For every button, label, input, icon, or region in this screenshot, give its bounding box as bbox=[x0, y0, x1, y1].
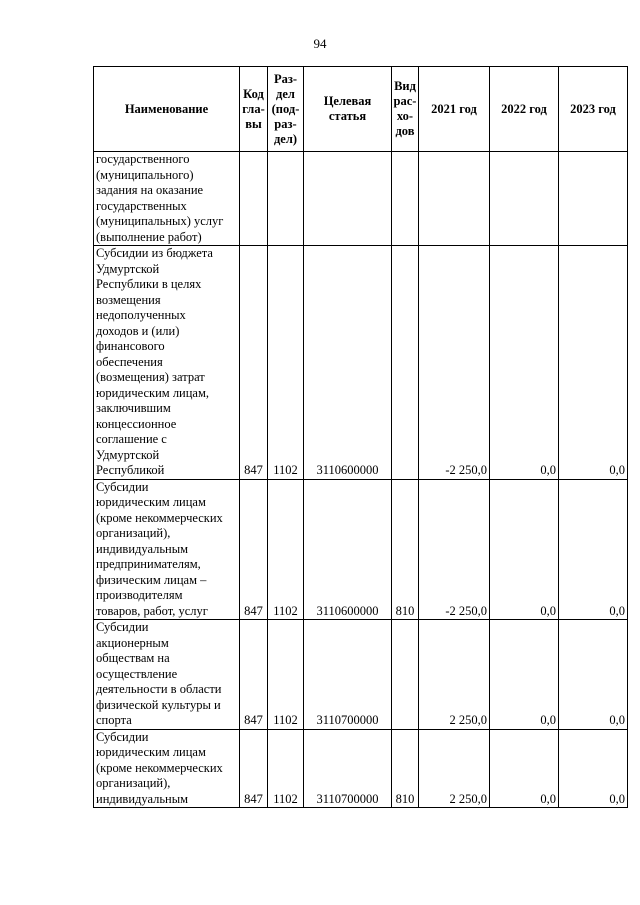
row-target bbox=[304, 152, 392, 246]
row-2021: 2 250,0 bbox=[419, 620, 490, 730]
row-name-line: (муниципальных) услуг bbox=[96, 214, 224, 228]
row-name-line: государственного bbox=[96, 152, 190, 166]
row-name-line: юридическим лицам bbox=[96, 495, 206, 509]
row-section: 1102 bbox=[268, 729, 304, 808]
row-name-line: индивидуальным bbox=[96, 541, 189, 556]
row-2023: 0,0 bbox=[559, 729, 628, 808]
row-name-line: акционерным bbox=[96, 635, 169, 650]
row-2022: 0,0 bbox=[490, 620, 559, 730]
header-2022: 2022 год bbox=[490, 67, 559, 152]
row-name-line: Республики в целях bbox=[96, 277, 202, 291]
row-name-line: деятельности в области bbox=[96, 682, 222, 696]
row-name-line: физическим лицам – bbox=[96, 572, 207, 587]
row-code: 847 bbox=[240, 729, 268, 808]
row-target: 3110600000 bbox=[304, 479, 392, 620]
row-name-line: (выполнение работ) bbox=[96, 229, 202, 244]
row-name-line: производителям bbox=[96, 588, 183, 602]
row-section bbox=[268, 152, 304, 246]
row-name-line: Субсидии bbox=[96, 620, 149, 634]
row-name-line: обеспечения bbox=[96, 354, 163, 369]
row-name-line: Субсидии bbox=[96, 729, 149, 744]
header-section: Раз- дел (под- раз- дел) bbox=[268, 67, 304, 152]
row-2022: 0,0 bbox=[490, 479, 559, 620]
row-expense-type: 810 bbox=[392, 729, 419, 808]
row-code: 847 bbox=[240, 479, 268, 620]
row-name-line: Республикой bbox=[96, 463, 165, 477]
row-name-line: недополученных bbox=[96, 308, 186, 322]
row-expense-type bbox=[392, 246, 419, 480]
row-name-line: физической культуры и bbox=[96, 697, 221, 712]
row-name bbox=[94, 152, 240, 246]
row-expense-type bbox=[392, 152, 419, 246]
row-name-line: спорта bbox=[96, 713, 132, 727]
header-row bbox=[94, 67, 628, 152]
row-code: 847 bbox=[240, 620, 268, 730]
row-target: 3110700000 bbox=[304, 729, 392, 808]
row-name-line: (кроме некоммерческих bbox=[96, 760, 223, 775]
row-target: 3110600000 bbox=[304, 246, 392, 480]
row-name-line: Удмуртской bbox=[96, 447, 160, 462]
table-row bbox=[94, 620, 628, 730]
row-2022: 0,0 bbox=[490, 729, 559, 808]
row-2021: -2 250,0 bbox=[419, 246, 490, 480]
row-section: 1102 bbox=[268, 246, 304, 480]
row-name-line: юридическим лицам bbox=[96, 745, 206, 759]
row-section: 1102 bbox=[268, 620, 304, 730]
row-name-line: осуществление bbox=[96, 666, 178, 681]
row-2023: 0,0 bbox=[559, 246, 628, 480]
row-name-line: доходов и (или) bbox=[96, 323, 180, 338]
table-row bbox=[94, 246, 628, 480]
row-name-line: (кроме некоммерческих bbox=[96, 510, 223, 525]
row-name-line: государственных bbox=[96, 198, 187, 213]
row-name-line: Субсидии из бюджета bbox=[96, 246, 213, 260]
page-number: 94 bbox=[313, 36, 327, 51]
header-code: Код гла- вы bbox=[240, 67, 268, 152]
row-2021: -2 250,0 bbox=[419, 479, 490, 620]
table-row bbox=[94, 152, 628, 246]
table-row bbox=[94, 479, 628, 620]
row-name-line: (муниципального) bbox=[96, 167, 194, 182]
row-2021 bbox=[419, 152, 490, 246]
row-name bbox=[94, 729, 240, 808]
row-name-line: Удмуртской bbox=[96, 261, 160, 276]
row-section: 1102 bbox=[268, 479, 304, 620]
row-name bbox=[94, 620, 240, 730]
header-target: Целевая статья bbox=[304, 67, 392, 152]
row-name-line: (возмещения) затрат bbox=[96, 370, 205, 384]
row-name-line: обществам на bbox=[96, 651, 170, 665]
row-name-line: юридическим лицам, bbox=[96, 385, 210, 400]
row-2022: 0,0 bbox=[490, 246, 559, 480]
row-name-line: возмещения bbox=[96, 292, 161, 307]
row-2023: 0,0 bbox=[559, 620, 628, 730]
row-name-line: концессионное bbox=[96, 416, 177, 431]
row-name-line: заключившим bbox=[96, 401, 171, 415]
row-name bbox=[94, 479, 240, 620]
budget-table bbox=[93, 66, 628, 808]
row-name-line: задания на оказание bbox=[96, 183, 204, 197]
header-2023: 2023 год bbox=[559, 67, 628, 152]
row-name bbox=[94, 246, 240, 480]
header-expense-type: Вид рас- хо- дов bbox=[392, 67, 419, 152]
row-target: 3110700000 bbox=[304, 620, 392, 730]
row-code bbox=[240, 152, 268, 246]
row-2021: 2 250,0 bbox=[419, 729, 490, 808]
row-expense-type bbox=[392, 620, 419, 730]
row-2022 bbox=[490, 152, 559, 246]
header-2021: 2021 год bbox=[419, 67, 490, 152]
table-row bbox=[94, 729, 628, 808]
row-2023 bbox=[559, 152, 628, 246]
row-name-line: финансового bbox=[96, 339, 165, 353]
row-name-line: товаров, работ, услуг bbox=[96, 603, 208, 618]
row-code: 847 bbox=[240, 246, 268, 480]
row-name-line: Субсидии bbox=[96, 479, 149, 494]
row-name-line: индивидуальным bbox=[96, 791, 189, 806]
row-name-line: предпринимателям, bbox=[96, 557, 201, 571]
row-name-line: организаций), bbox=[96, 526, 171, 540]
header-name: Наименование bbox=[94, 67, 240, 152]
row-name-line: организаций), bbox=[96, 776, 171, 790]
row-2023: 0,0 bbox=[559, 479, 628, 620]
row-name-line: соглашение с bbox=[96, 432, 167, 446]
row-expense-type: 810 bbox=[392, 479, 419, 620]
